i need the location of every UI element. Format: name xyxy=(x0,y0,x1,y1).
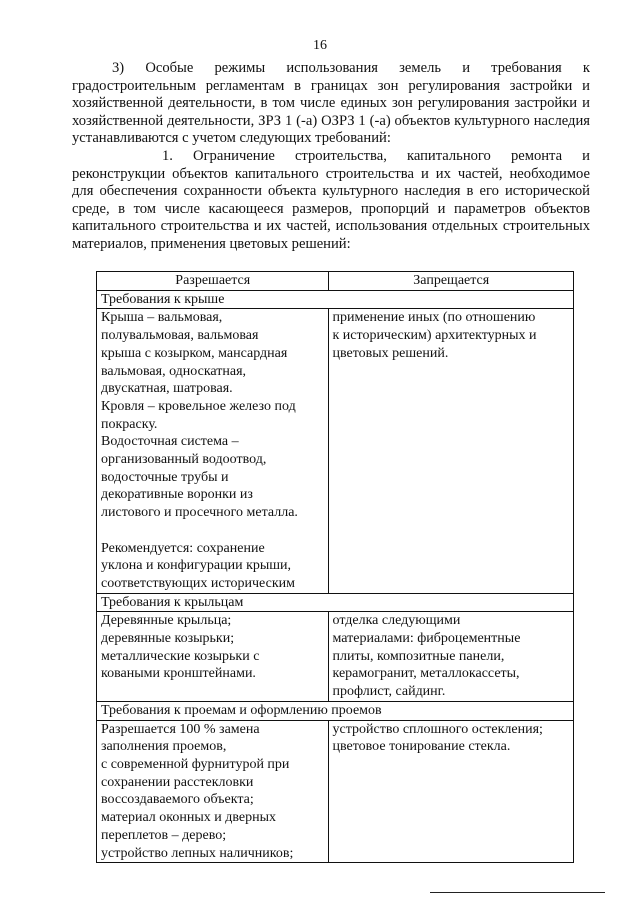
intro-text xyxy=(72,60,590,254)
roof-allowed-cell xyxy=(97,309,329,593)
cell-line: Разрешается 100 % замена xyxy=(101,721,260,737)
cell-line: Крыша – вальмовая, xyxy=(101,310,223,326)
cell-line: вальмовая, односкатная, xyxy=(101,363,247,379)
table-row xyxy=(97,720,574,863)
cell-line: заполнения проемов, xyxy=(101,739,227,755)
cell-line: листового и просечного металла. xyxy=(101,505,298,521)
section-title-roof: Требования к крыше xyxy=(97,290,574,309)
page-number: 16 xyxy=(313,38,327,53)
bottom-divider xyxy=(430,892,605,893)
cell-line: двускатная, шатровая. xyxy=(101,381,233,397)
cell-line: водосточные трубы и xyxy=(101,469,229,485)
cell-line: материалами: фиброцементные xyxy=(332,631,521,647)
cell-line: переплетов – дерево; xyxy=(101,827,227,843)
cell-line: Рекомендуется: сохранение xyxy=(101,540,265,556)
cell-line: с современной фурнитурой при xyxy=(101,756,290,772)
porch-forbidden-cell xyxy=(328,612,574,702)
cell-line: соответствующих историческим xyxy=(101,575,295,591)
header-forbidden: Запрещается xyxy=(328,272,574,291)
cell-line: Водосточная система – xyxy=(101,434,239,450)
cell-line xyxy=(101,522,325,540)
table-row xyxy=(97,612,574,702)
openings-forbidden-cell xyxy=(328,720,574,863)
cell-line: цветовое тонирование стекла. xyxy=(332,739,511,755)
cell-line: Деревянные крыльца; xyxy=(101,613,232,629)
cell-line: цветовых решений. xyxy=(332,345,449,361)
cell-line: применение иных (по отношению xyxy=(332,310,536,326)
cell-line: коваными кронштейнами. xyxy=(101,666,256,682)
roof-forbidden-cell xyxy=(328,309,574,593)
cell-line: металлические козырьки с xyxy=(101,648,260,664)
section-title-openings: Требования к проемам и оформлению проемов xyxy=(97,701,574,720)
cell-line: устройство сплошного остекления; xyxy=(332,721,543,737)
cell-line: уклона и конфигурации крыши, xyxy=(101,558,292,574)
cell-line: отделка следующими xyxy=(332,613,461,629)
openings-allowed-cell xyxy=(97,720,329,863)
cell-line: воссоздаваемого объекта; xyxy=(101,792,254,808)
cell-line: плиты, композитные панели, xyxy=(332,648,505,664)
cell-line: к историческим) архитектурных и xyxy=(332,328,537,344)
requirements-table xyxy=(96,271,574,863)
cell-line: покраску. xyxy=(101,416,158,432)
cell-line: сохранении расстекловки xyxy=(101,774,254,790)
cell-line: Кровля – кровельное железо под xyxy=(101,398,296,414)
section-title-porch: Требования к крыльцам xyxy=(97,593,574,612)
intro-paragraph-1: 1. Ограничение строительства, капитального ремонта и реконструкции объектов капитального строительства и их частей, необходимое для обеспечения сохранности объекта культурного наследия в его исторической среде, в том числе касающееся размеров, пропорций и параметров объектов капитального строительства и их частей, использования отдельных строительных материалов, применения цветовых решений: xyxy=(72,147,590,252)
cell-line: керамогранит, металлокассеты, xyxy=(332,666,520,682)
cell-line: организованный водоотвод, xyxy=(101,452,267,468)
table-row xyxy=(97,309,574,593)
cell-line: профлист, сайдинг. xyxy=(332,684,446,700)
section-title-row xyxy=(97,290,574,309)
table-header-row xyxy=(97,272,574,291)
cell-line: устройство лепных наличников; xyxy=(101,845,294,861)
section-title-row xyxy=(97,593,574,612)
intro-paragraph-3: 3) Особые режимы использования земель и требования к градостроительным регламентам в границах зон регулирования застройки и хозяйственной деятельности, в том числе единых зон регулирования застройки и хозяйственной деятельности, ЗРЗ 1 (-а) ОЗРЗ 1 (-а) объектов культурного наследия устанавливаются с учетом следующих требований: xyxy=(72,60,590,147)
cell-line: деревянные козырьки; xyxy=(101,631,235,647)
section-title-row xyxy=(97,701,574,720)
porch-allowed-cell xyxy=(97,612,329,702)
cell-line: полувальмовая, вальмовая xyxy=(101,328,259,344)
cell-line: материал оконных и дверных xyxy=(101,810,276,826)
cell-line: декоративные воронки из xyxy=(101,487,253,503)
cell-line: крыша с козырком, мансардная xyxy=(101,345,288,361)
header-allowed: Разрешается xyxy=(97,272,329,291)
